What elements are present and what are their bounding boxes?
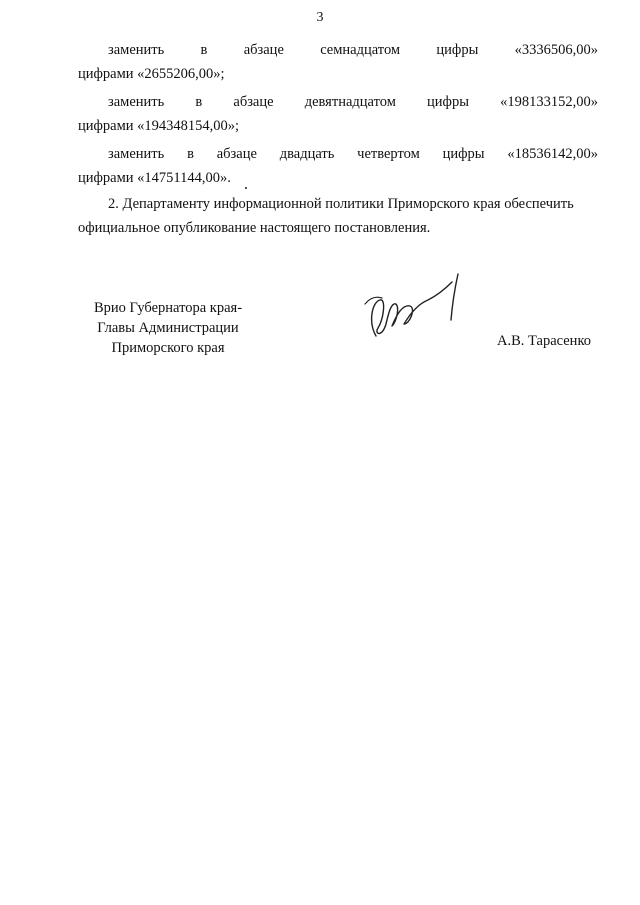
position-line-1: Врио Губернатора края- [93, 300, 243, 316]
amendment-1-continuation: цифрами «2655206,00»; [78, 66, 225, 82]
page-number: 3 [316, 10, 324, 25]
position-line-3: Приморского края [111, 340, 225, 356]
amendment-2-line: заменить в абзаце девятнадцатом цифры «198133152,00» [108, 94, 598, 110]
signer-name: А.В. Тарасенко [497, 333, 592, 349]
stray-mark [245, 187, 247, 189]
signatory-position [78, 298, 258, 358]
amendment-2-continuation: цифрами «194348154,00»; [78, 118, 240, 134]
amendment-3-continuation: цифрами «14751144,00». [78, 170, 231, 186]
amendments-text [78, 40, 598, 200]
item-2-line-1: 2. Департаменту информационной политики Приморского края обеспечить [108, 196, 574, 212]
amendment-1-line: заменить в абзаце семнадцатом цифры «3336506,00» [108, 42, 598, 58]
item-2-paragraph [78, 194, 598, 242]
position-line-2: Главы Администрации [97, 320, 239, 336]
item-2-line-2: официальное опубликование настоящего постановления. [78, 220, 431, 236]
handwritten-signature [362, 268, 472, 348]
amendment-3-line: заменить в абзаце двадцать четвертом цифры «18536142,00» [108, 146, 598, 162]
